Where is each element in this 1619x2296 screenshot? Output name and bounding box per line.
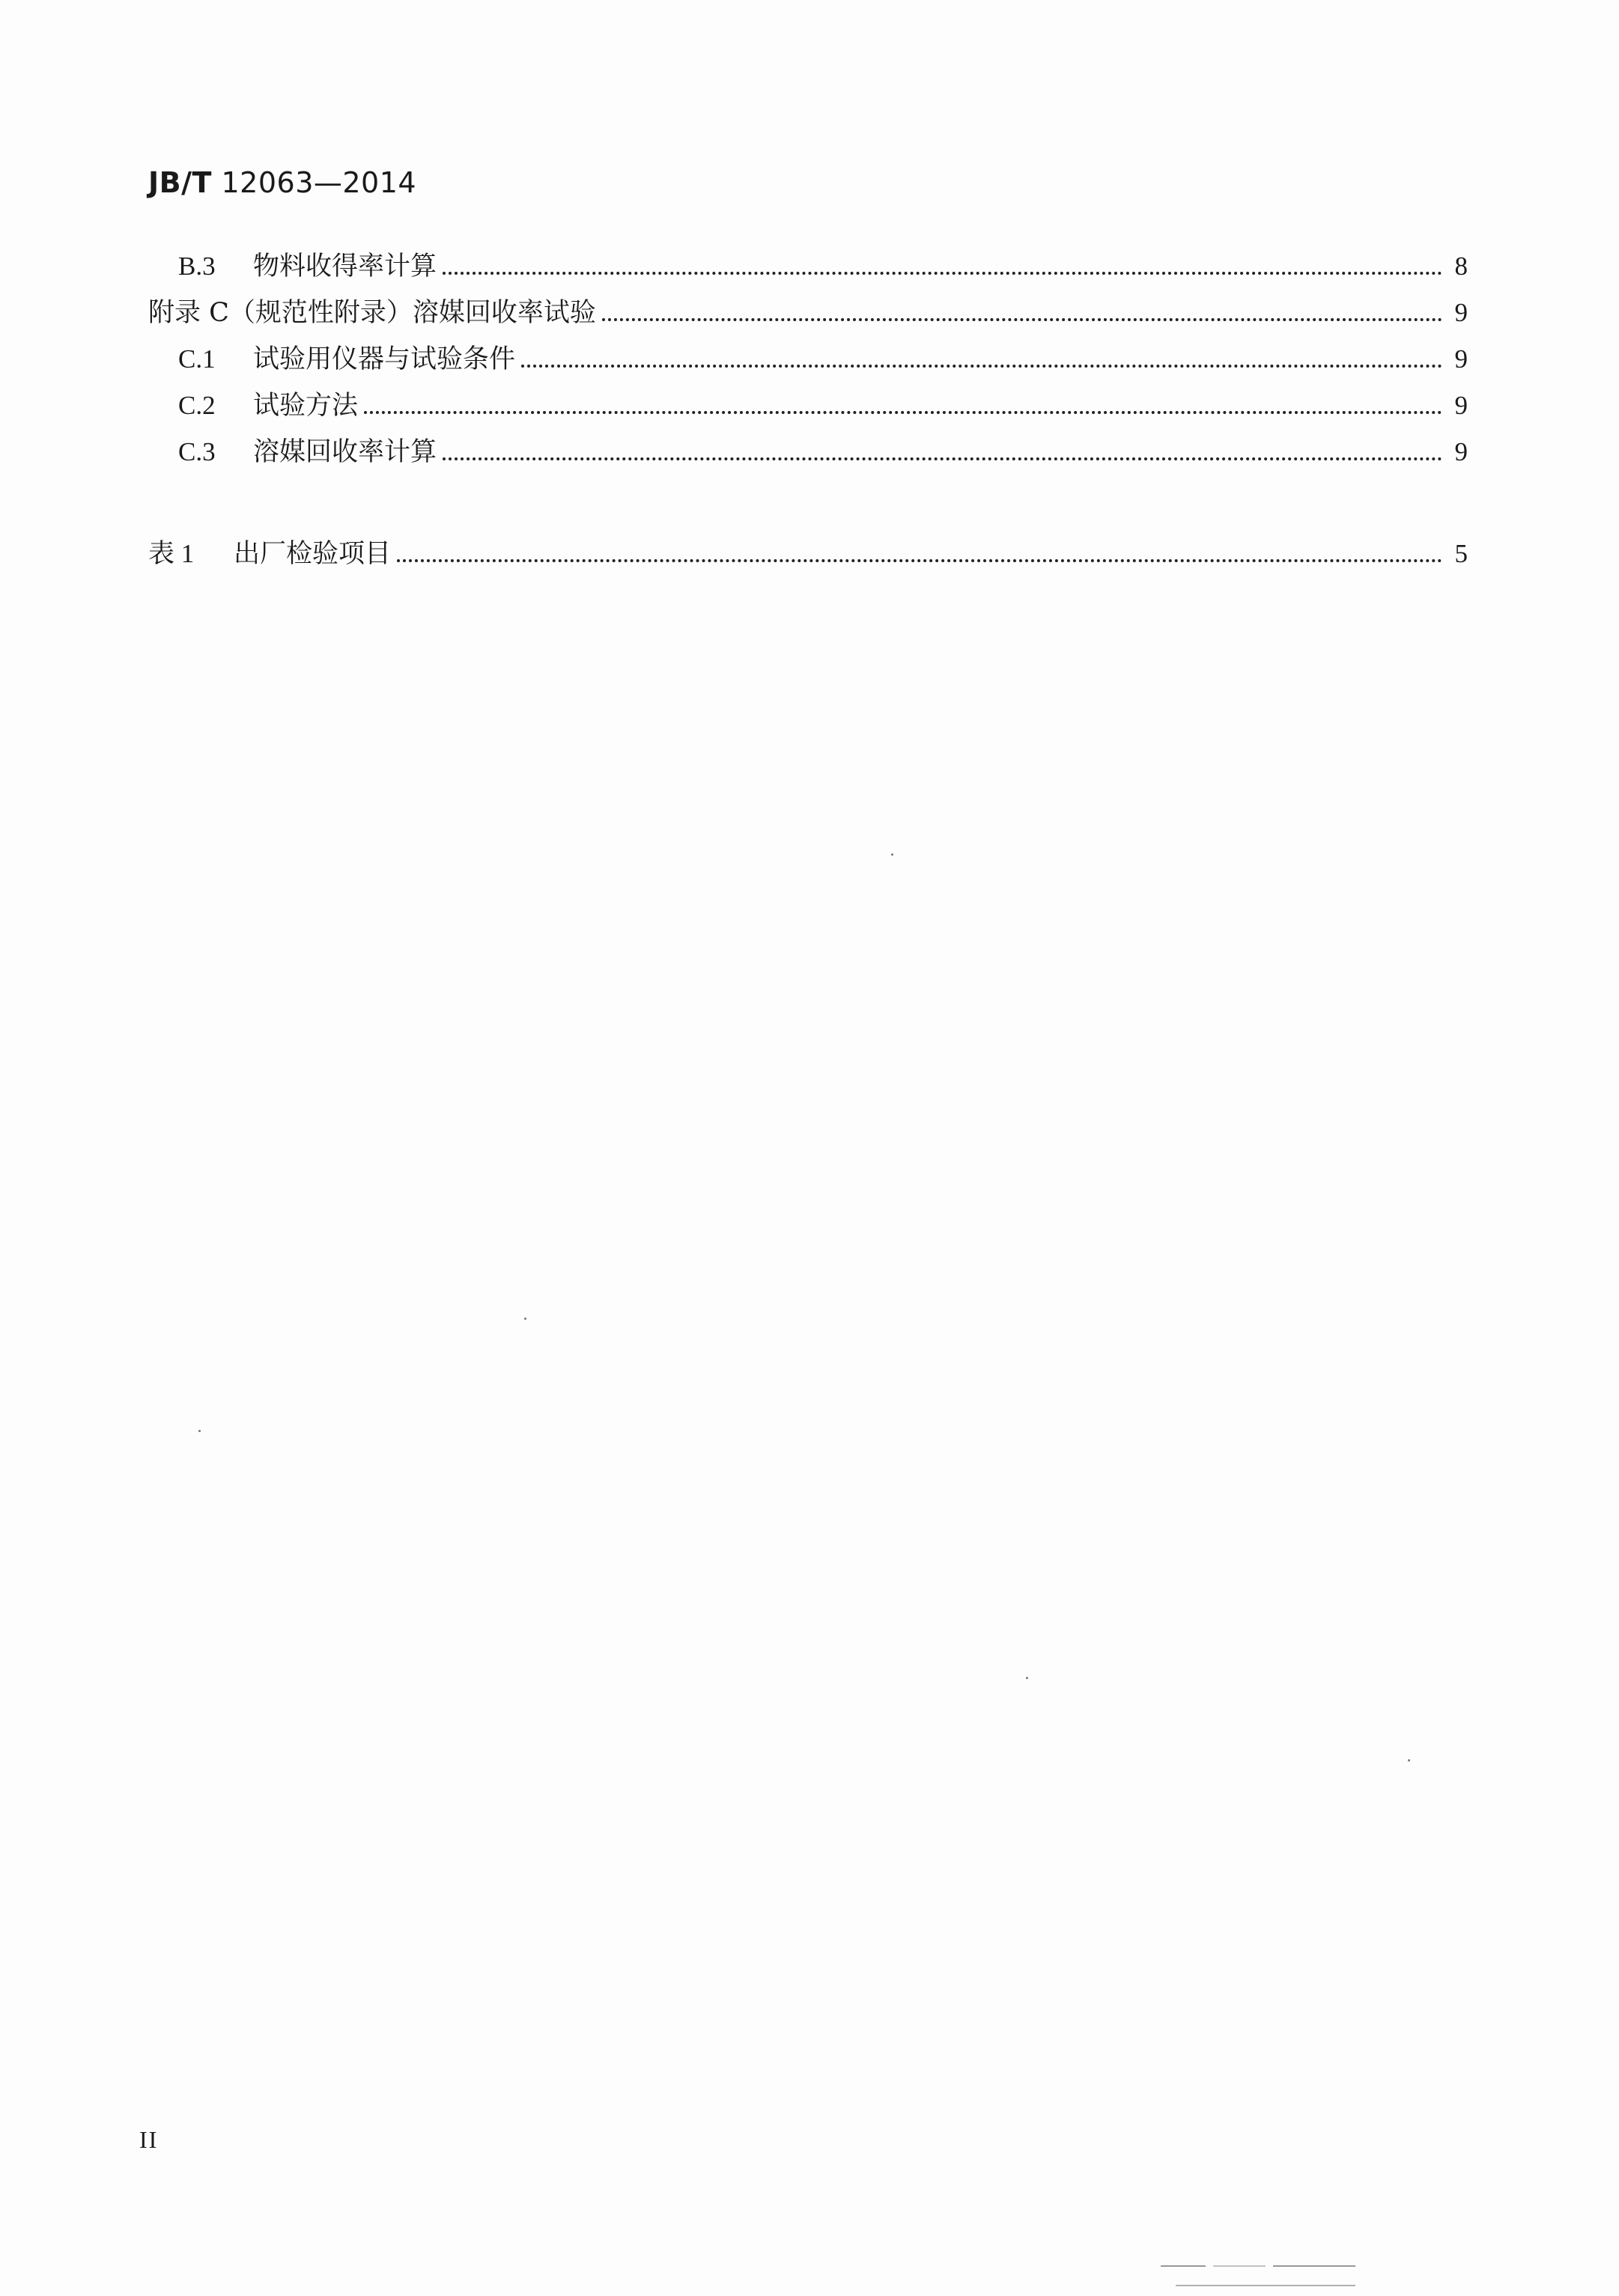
scan-artifact-line: [1161, 2265, 1206, 2267]
toc-entry[interactable]: [178, 436, 1468, 469]
toc-entry-title: 附录 C（规范性附录）溶媒回收率试验: [148, 298, 596, 328]
toc-entry-page: 9: [1454, 437, 1468, 466]
toc-entry-page: 9: [1454, 298, 1468, 327]
toc-entry[interactable]: [178, 343, 1468, 376]
document-header: [148, 166, 416, 199]
toc-entry-number: B.3: [178, 252, 216, 281]
table-list-entry[interactable]: [148, 538, 1468, 570]
table-page: 5: [1454, 539, 1468, 568]
dot-leader: [521, 365, 1442, 368]
toc-entry-page: 8: [1454, 252, 1468, 281]
scan-artifact-line: [1213, 2265, 1266, 2267]
toc-entry[interactable]: [178, 250, 1468, 283]
scan-speck: [524, 1318, 526, 1320]
toc-entry-title: 试验用仪器与试验条件: [253, 344, 516, 374]
toc-entry-page: 9: [1454, 391, 1468, 420]
toc-entry-number: C.3: [178, 437, 216, 466]
scan-speck: [1408, 1759, 1410, 1761]
scan-speck: [891, 853, 893, 856]
toc-entry-title: 试验方法: [253, 391, 359, 421]
scan-artifact-line: [1176, 2285, 1355, 2286]
toc-entry[interactable]: [178, 389, 1468, 422]
std-code: JB/T: [148, 166, 212, 199]
dot-leader: [443, 272, 1442, 275]
toc-entry-appendix[interactable]: [148, 296, 1468, 329]
dot-leader: [364, 411, 1442, 414]
page-number-footer: II: [139, 2126, 159, 2153]
table-title: 出厂检验项目: [234, 539, 392, 569]
dot-leader: [397, 559, 1442, 562]
scan-artifact-line: [1273, 2265, 1355, 2267]
scan-speck: [1026, 1677, 1028, 1679]
dot-leader: [602, 318, 1442, 321]
scan-speck: [198, 1430, 201, 1432]
toc-entry-title: 溶媒回收率计算: [253, 437, 437, 467]
toc-entry-number: C.1: [178, 344, 216, 374]
std-number: 12063—2014: [221, 166, 417, 199]
toc-entry-page: 9: [1454, 344, 1468, 374]
toc-entry-title: 物料收得率计算: [253, 252, 437, 281]
dot-leader: [443, 457, 1442, 460]
table-number: 表 1: [148, 539, 195, 568]
toc-entry-number: C.2: [178, 391, 216, 420]
